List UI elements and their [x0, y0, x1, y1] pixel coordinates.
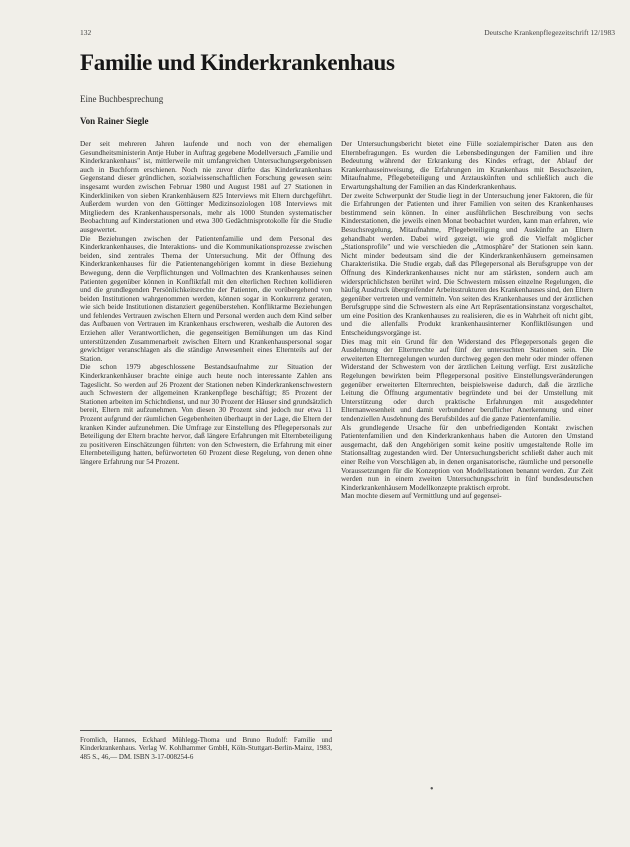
paragraph: Der Untersuchungsbericht bietet eine Fülle sozialempirischer Daten aus den Elternbefragungen. Es wurden die Lebensbedingungen der Familien und ihre Bedeutung während der Erkrankung des Kindes erfragt, der Ablauf der Krankenhauseinweisung, die Erfahrungen im Krankenhaus mit Besuchszeiten, Mitaufnahme, Pflegebeteiligung und Arztauskünften und schließlich auch die Erwartungshaltung der Familien an das Kinderkrankenhaus.	[341, 139, 593, 191]
article-title: Familie und Kinderkrankenhaus	[80, 50, 395, 75]
paragraph: Als grundlegende Ursache für den unbefriedigenden Kontakt zwischen Patientenfamilien und den Kinderkrankenhaus haben die Autoren den Umstand ausgemacht, daß den Angehörigen somit keine positiv umgestaltende Rolle im Stationsalltag zugestanden wird. Der Untersuchungsbericht schließt daher auch mit einer Reihe von Vorschlägen ab, in denen organisatorische, räumliche und personelle Voraussetzungen für die Konzeption von Modellstationen benannt werden. Zur Zeit werden nun in einem zweiten Untersuchungsschritt in fünf bundesdeutschen Kinderkrankenhäusern Modellkonzepte praktisch erprobt.	[341, 422, 593, 492]
paragraph: Die Beziehungen zwischen der Patientenfamilie und dem Personal des Kinderkrankenhauses, die Interaktions- und die Kommunikationsprozesse zwischen beiden, sind zentrales Thema der Untersuchung. Mit der Öffnung des Kinderkrankenhauses für die Patientenangehörigen kommt in diese Beziehung Bewegung, denn die Verpflichtungen und Vollmachten des Krankenhauses seinen Patienten gegenüber können in Konfliktfall mit den elterlichen Rechten kollidieren und die grundlegenden Persönlichkeitsrechte der Patienten, die vorübergehend von beiden Institutionen wahrgenommen werden, können sogar in Konkurrenz geraten, wie sich beide Institutionen distanziert gegenüberstehen. Konfliktarme Beziehungen und fehlendes Vertrauen zwischen Eltern und Personal werden auch dem Kind selber das Aufbauen von Vertrauen im Krankenhaus erschweren, weshalb die Autoren des Erziehen aller Verantwortlichen, die gegenseitigen Bemühungen um das Kind unterstützenden Zusammenarbeit zwischen Eltern und Krankenhauspersonal sogar gewichtiger veranschlagen als die ständige Anwesenheit eines Elternteils auf der Station.	[80, 233, 332, 363]
author-byline: Von Rainer Siegle	[80, 116, 149, 126]
journal-name: Deutsche Krankenpflegezeitschrift 12/1983	[484, 28, 615, 37]
paragraph: Der zweite Schwerpunkt der Studie liegt in der Untersuchung jener Faktoren, die für die Erfahrungen der Patienten und ihrer Familien von seiten des Krankenhauses bestimmend sein können. In einer ausführlichen Beschreibung von sechs Kinderstationen, die jeweils einen Monat beobachtet wurden, kann man erfahren, wie Besuchsregelung, Mitaufnahme, Pflegebeteiligung und Auskünfte an Eltern gehandhabt werden. Dabei wird gezeigt, wie groß die Vielfalt möglicher „Stationsprofile" und wie verschieden die „Atmosphäre" der Stationen sein kann. Nicht minder bedeutsam sind die der Kinderkrankenhäusern gemeinsamen Charakteristika. Die Studie ergab, daß das Pflegepersonal als Berufsgruppe von der Öffnung des Kinderkrankenhauses nicht nur am stärksten, sondern auch am widersprüchlichsten berührt wird. Die Schwestern müssen einzelne Regelungen, die häufig Ausdruck übergreifender Arbeitsstrukturen des Krankenhauses sind, den Eltern gegenüber vertreten und vermitteln. Von seiten des Krankenhauses und der ärztlichen Berufsgruppe sind die Schwestern als eine Art Repräsentationsinstanz vorgeschaltet, um eine Position des Krankenhauses zu realisieren, die es in Wahrheit oft nicht gibt, und die allenfalls Produkt krankenhausinterner Konfliktlösungen und Entscheidungsvorgänge ist.	[341, 190, 593, 338]
right-column	[341, 140, 593, 501]
paragraph: Die schon 1979 abgeschlossene Bestandsaufnahme zur Situation der Kinderkrankenhäuser brachte einige auch heute noch interessante Zahlen ans Tageslicht. So werden auf 26 Prozent der Stationen neben Kinderkrankenschwestern auch Schwestern der allgemeinen Krankenpflege beschäftigt; 85 Prozent der Stationen arbeiten im Schichtdienst, und nur 30 Prozent der Häuser sind grundsätzlich bereit, Eltern mit aufzunehmen. Von diesen 30 Prozent sind jedoch nur etwa 11 Prozent aufgrund der räumlichen Gegebenheiten überhaupt in der Lage, die Eltern der kranken Kinder aufzunehmen. Die Umfrage zur Einstellung des Pflegepersonals zur Beteiligung der Eltern brachte hervor, daß längere Erfahrungen mit Elternbeteiligung zu positiveren Einschätzungen führten: von den Schwestern, die Erfahrung mit einer Elternbeteiligung hatten, befürworteten 60 Prozent diese Regelung, von denen ohne längere Erfahrung nur 54 Prozent.	[80, 362, 332, 466]
paragraph: Man mochte diesem auf Vermittlung und auf gegensei-	[341, 491, 502, 501]
footnote-divider	[80, 730, 332, 731]
paragraph: Dies mag mit ein Grund für den Widerstand des Pflegepersonals gegen die Ausdehnung der Elternrechte auf fünf der untersuchten Stationen sein. Die erweiterten Elternregelungen wurden durchweg gegen den mehr oder minder offenen Widerstand der Schwestern von der ärztlichen Leitung verfügt. Erst zusätzliche Regelungen bewirkten beim Pflegepersonal positive Einstellungsveränderungen gegenüber erweiterten Elternrechten, beispielsweise dadurch, daß die ärztliche Leitung die Öffnung argumentativ begründete und bei der Umstellung mit Unterstützung oder durch praktische Erfahrungen mit ausgedehnter Elternanwesenheit und damit verbundener beruflicher Anerkennung und einer tendenziellen Ausdehnung des Berufsbildes auf die ganze Patientenfamilie.	[341, 336, 593, 423]
page-number: 132	[80, 28, 92, 37]
paragraph: Der seit mehreren Jahren laufende und noch von der ehemaligen Gesundheitsministerin Antje Huber in Auftrag gegebene Modellversuch „Familie und Kinderkrankenhaus" ist, mittlerweile mit umfangreichen Untersuchungsergebnissen auch in Buchform erschienen. Noch nie zuvor dürfte das Kinderkrankenhaus Gegenstand dieser gründlichen, sozialwissenschaftlichen Forschung gewesen sein: insgesamt wurden zwischen Februar 1980 und August 1981 auf 27 Stationen in Kinderkliniken von sieben Krankenhäusern 825 Interviews mit Eltern durchgeführt. Außerdem wurden von den Göttinger Medizinsoziologen 108 Interviews mit Mitgliedern des Krankenhauspersonals, mehr als 1000 Stunden systematischer Beobachtung auf Kinderstationen und etwa 300 Gedächtnisprotokolle für die Studie ausgewertet.	[80, 139, 332, 234]
stray-dot: •	[430, 784, 434, 795]
left-column	[80, 140, 332, 467]
book-reference-footnote: Fromlich, Hannes, Eckhard Mühlegg-Thoma und Bruno Rudolf: Familie und Kinderkrankenhaus. Verlag W. Kohlhammer GmbH, Köln-Stuttgart-Berlin-Mainz, 1983, 485 S., 46,— DM. ISBN 3-17-008254-6	[80, 736, 332, 761]
running-header	[80, 10, 615, 37]
article-subtitle: Eine Buchbesprechung	[80, 94, 164, 104]
